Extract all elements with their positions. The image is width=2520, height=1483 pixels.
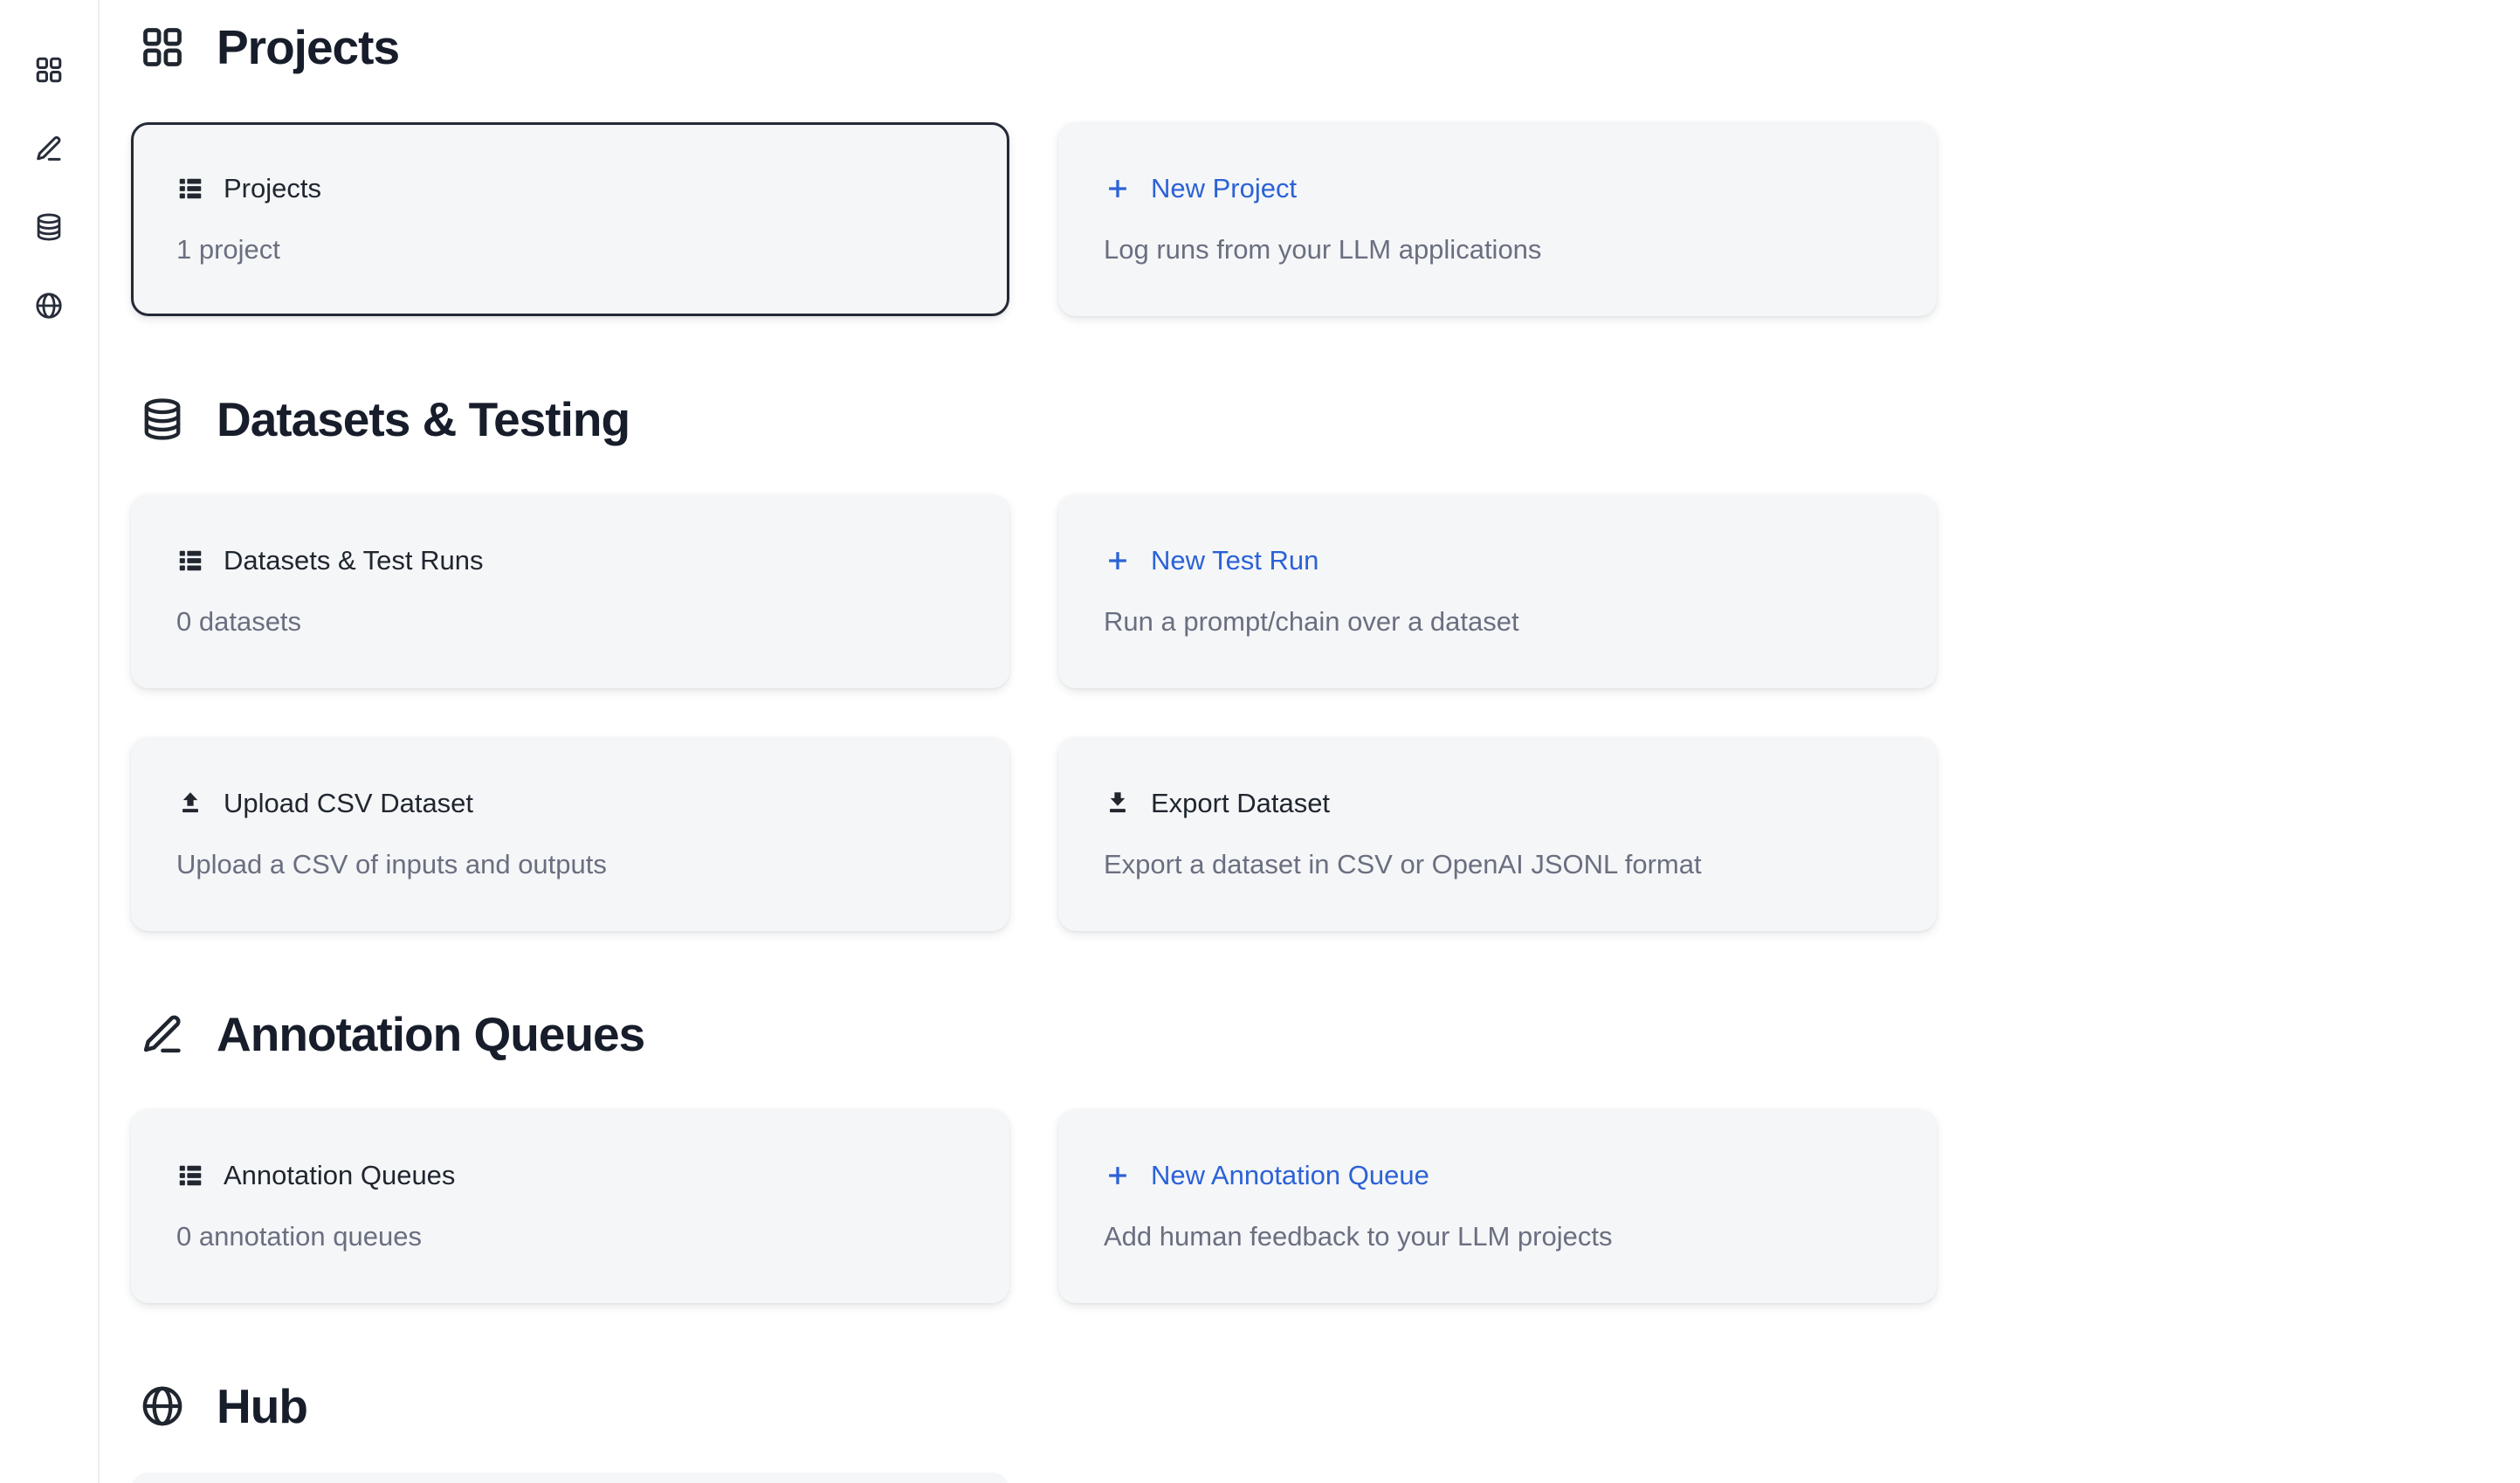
upload-csv-dataset-card[interactable]	[131, 737, 1009, 931]
card-grid	[131, 1473, 2520, 1483]
upload-icon	[176, 790, 204, 817]
card-title-row	[1104, 1156, 1891, 1195]
card-title-row	[176, 541, 964, 580]
database-icon	[34, 212, 64, 246]
grid-icon	[140, 24, 185, 70]
card-title-row	[1104, 169, 1891, 208]
card-title: Upload CSV Dataset	[224, 788, 474, 818]
card-title-row	[176, 1156, 964, 1195]
card-grid	[131, 122, 2520, 316]
list-icon	[176, 175, 204, 203]
new-project-card[interactable]	[1058, 122, 1937, 316]
card-grid	[131, 494, 2520, 931]
card-title-row	[1104, 784, 1891, 823]
section-header-datasets-testing	[131, 388, 2520, 451]
export-dataset-card[interactable]	[1058, 737, 1937, 931]
sidebar-item-projects[interactable]	[33, 56, 65, 87]
hub-partial-card[interactable]	[131, 1473, 1009, 1483]
sidebar-item-hub[interactable]	[33, 292, 65, 323]
new-annotation-queue-card[interactable]	[1058, 1109, 1937, 1303]
annotation-queues-card[interactable]	[131, 1109, 1009, 1303]
globe-icon	[140, 1383, 185, 1429]
plus-icon	[1104, 1162, 1132, 1190]
card-subtitle: Export a dataset in CSV or OpenAI JSONL format	[1104, 849, 1702, 879]
card-subtitle: 1 project	[176, 234, 280, 265]
database-icon	[140, 397, 185, 442]
plus-icon	[1104, 547, 1132, 575]
card-subtitle: 0 datasets	[176, 606, 302, 637]
sidebar-item-datasets[interactable]	[33, 213, 65, 245]
section-title: Hub	[217, 1379, 307, 1433]
section-hub	[131, 1375, 2520, 1483]
card-title: Export Dataset	[1151, 788, 1331, 818]
pencil-icon	[140, 1011, 185, 1057]
list-icon	[176, 1162, 204, 1190]
sidebar	[0, 0, 100, 1483]
card-title-row	[176, 169, 964, 208]
section-annotation-queues	[131, 1003, 2520, 1303]
card-subtitle: Upload a CSV of inputs and outputs	[176, 849, 607, 879]
section-header-annotation-queues	[131, 1003, 2520, 1066]
card-title: Projects	[224, 173, 321, 203]
card-title: Datasets & Test Runs	[224, 545, 484, 576]
card-title: Annotation Queues	[224, 1160, 456, 1190]
card-subtitle: Run a prompt/chain over a dataset	[1104, 606, 1519, 637]
card-subtitle: 0 annotation queues	[176, 1221, 422, 1252]
section-datasets-testing	[131, 388, 2520, 931]
section-title: Datasets & Testing	[217, 392, 630, 446]
card-subtitle: Log runs from your LLM applications	[1104, 234, 1542, 265]
pencil-icon	[34, 134, 64, 168]
grid-icon	[34, 55, 64, 89]
card-title: New Test Run	[1151, 545, 1319, 576]
card-title-row	[1104, 541, 1891, 580]
section-projects	[131, 16, 2520, 316]
section-title: Projects	[217, 20, 400, 74]
new-test-run-card[interactable]	[1058, 494, 1937, 688]
card-title-row	[176, 784, 964, 823]
section-header-hub	[131, 1375, 2520, 1438]
card-title: New Project	[1151, 173, 1298, 203]
download-icon	[1104, 790, 1132, 817]
plus-icon	[1104, 175, 1132, 203]
card-subtitle: Add human feedback to your LLM projects	[1104, 1221, 1613, 1252]
projects-card[interactable]	[131, 122, 1009, 316]
sidebar-item-annotation-queues[interactable]	[33, 135, 65, 166]
section-header-projects	[131, 16, 2520, 79]
card-grid	[131, 1109, 2520, 1303]
globe-icon	[34, 291, 64, 325]
section-title: Annotation Queues	[217, 1007, 645, 1061]
main-content	[101, 0, 2520, 1483]
list-icon	[176, 547, 204, 575]
card-title: New Annotation Queue	[1151, 1160, 1429, 1190]
datasets-test-runs-card[interactable]	[131, 494, 1009, 688]
